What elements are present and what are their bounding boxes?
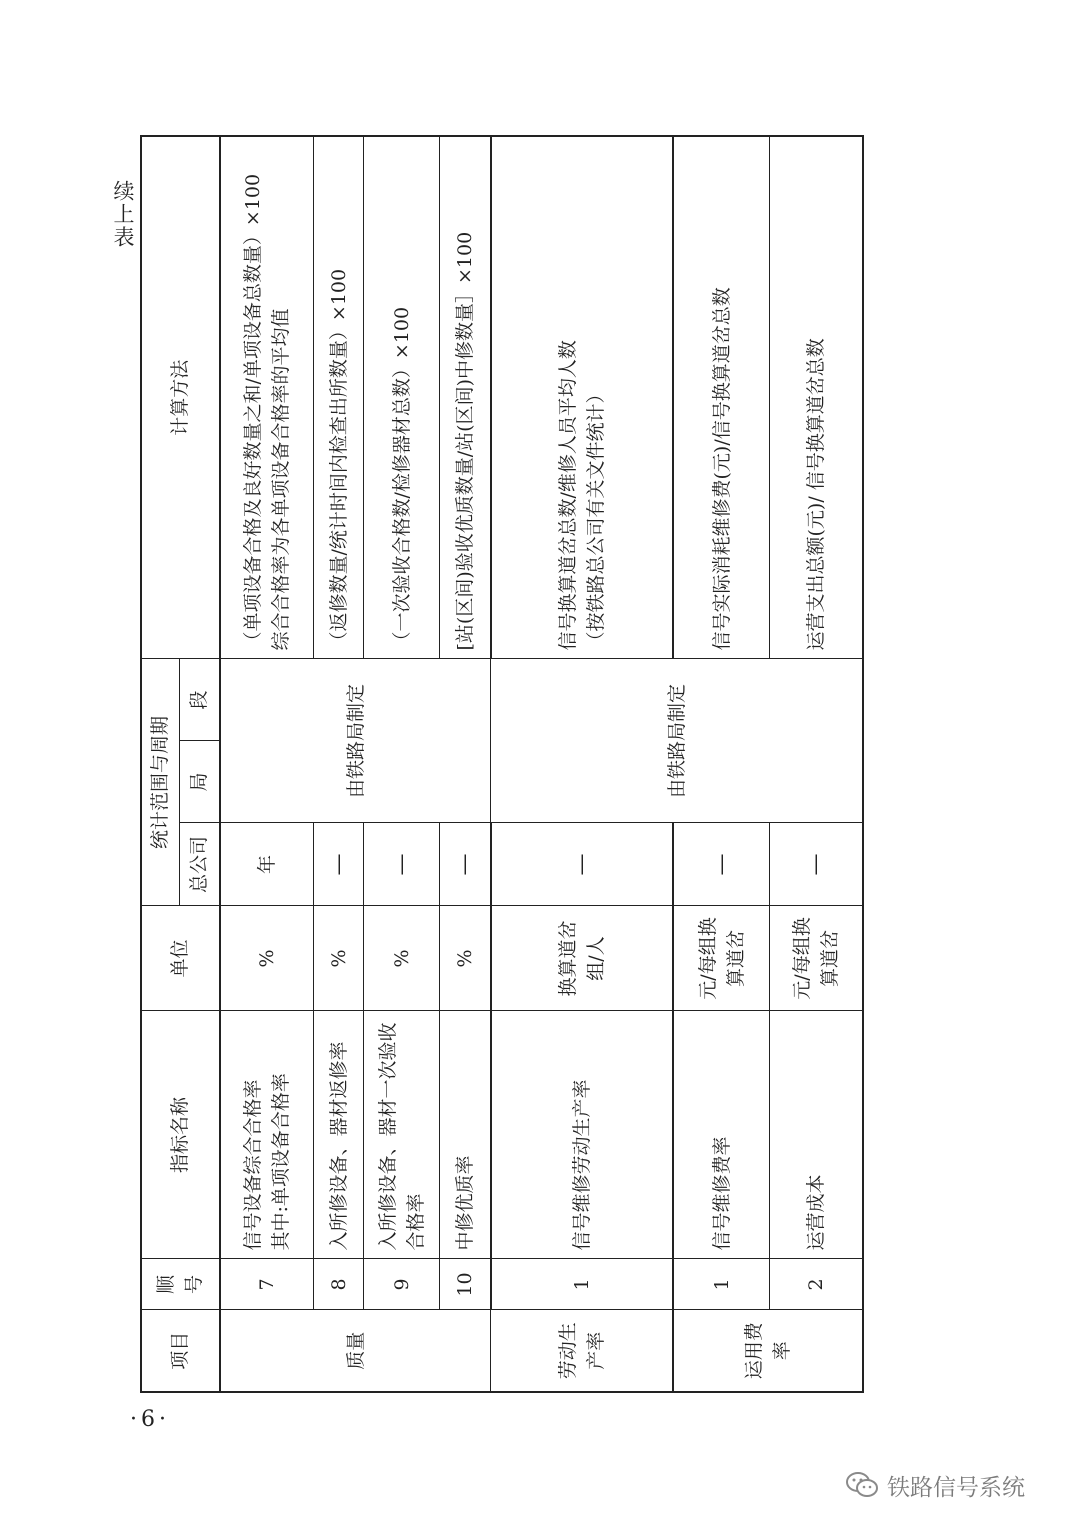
indicator-table [140, 135, 864, 1393]
category-cost: 运用费率 [673, 1310, 863, 1392]
row-name: 信号维修费率 [673, 1011, 769, 1259]
row-unit: % [439, 906, 490, 1011]
rotated-table-container [140, 137, 864, 1393]
watermark-text: 铁路信号系统 [887, 1474, 1025, 1501]
row-method: 信号换算道岔总数/维修人员平均人数 （按铁路总公司有关文件统计） [491, 136, 674, 659]
row-name: 入所修设备、器材返修率 [313, 1011, 363, 1259]
header-project: 项目 [141, 1310, 220, 1392]
row-seq: 9 [364, 1259, 440, 1310]
row-hq: — [769, 823, 863, 906]
row-seq: 2 [769, 1259, 863, 1310]
row-seq: 10 [439, 1259, 490, 1310]
row-seq: 7 [220, 1259, 314, 1310]
shared-bureau-section: 由铁路局制定 [491, 659, 863, 823]
row-hq: 年 [220, 823, 314, 906]
row-unit: 元/每组换算道岔 [769, 906, 863, 1011]
row-name: 运营成本 [769, 1011, 863, 1259]
row-seq: 1 [491, 1259, 674, 1310]
row-hq: — [364, 823, 440, 906]
row-unit: % [313, 906, 363, 1011]
header-method: 计算方法 [141, 136, 220, 659]
row-unit: % [220, 906, 314, 1011]
row-unit: 换算道岔组/人 [491, 906, 674, 1011]
row-hq: — [439, 823, 490, 906]
row-name: 中修优质率 [439, 1011, 490, 1259]
shared-bureau-section: 由铁路局制定 [220, 659, 491, 823]
header-scope: 统计范围与周期 [141, 659, 179, 906]
header-section: 段 [179, 659, 219, 741]
row-seq: 8 [313, 1259, 363, 1310]
continued-label: 续上表 [111, 180, 135, 249]
row-unit: 元/每组换算道岔 [673, 906, 769, 1011]
row-hq: — [491, 823, 674, 906]
row-hq: — [673, 823, 769, 906]
row-seq: 1 [673, 1259, 769, 1310]
row-method: 运营支出总额(元)/ 信号换算道岔总数 [769, 136, 863, 659]
row-name: 信号设备综合合格率 其中:单项设备合格率 [220, 1011, 314, 1259]
category-quality: 质量 [220, 1310, 491, 1392]
row-method: 信号实际消耗维修费(元)/信号换算道岔总数 [673, 136, 769, 659]
row-hq: — [313, 823, 363, 906]
row-name: 信号维修劳动生产率 [491, 1011, 674, 1259]
wechat-icon [845, 1470, 879, 1500]
row-method: [站(区间)验收优质数量/站(区间)中修数量］×100 [439, 136, 490, 659]
header-name: 指标名称 [141, 1011, 220, 1259]
category-labor: 劳动生产率 [491, 1310, 674, 1392]
row-method: （一次验收合格数/检修器材总数）×100 [364, 136, 440, 659]
row-unit: % [364, 906, 440, 1011]
header-bureau: 局 [179, 741, 219, 823]
page-number: ·6· [130, 1407, 170, 1432]
row-method: （返修数量/统计时间内检查出所数量）×100 [313, 136, 363, 659]
watermark [845, 1468, 1025, 1502]
row-name: 入所修设备、器材一次验收合格率 [364, 1011, 440, 1259]
header-hq: 总公司 [179, 823, 219, 906]
row-method: （单项设备合格及良好数量之和/单项设备总数量）×100 综合合格率为各单项设备合格率的平均值 [220, 136, 314, 659]
header-seq: 顺号 [141, 1259, 220, 1310]
header-unit: 单位 [141, 906, 220, 1011]
